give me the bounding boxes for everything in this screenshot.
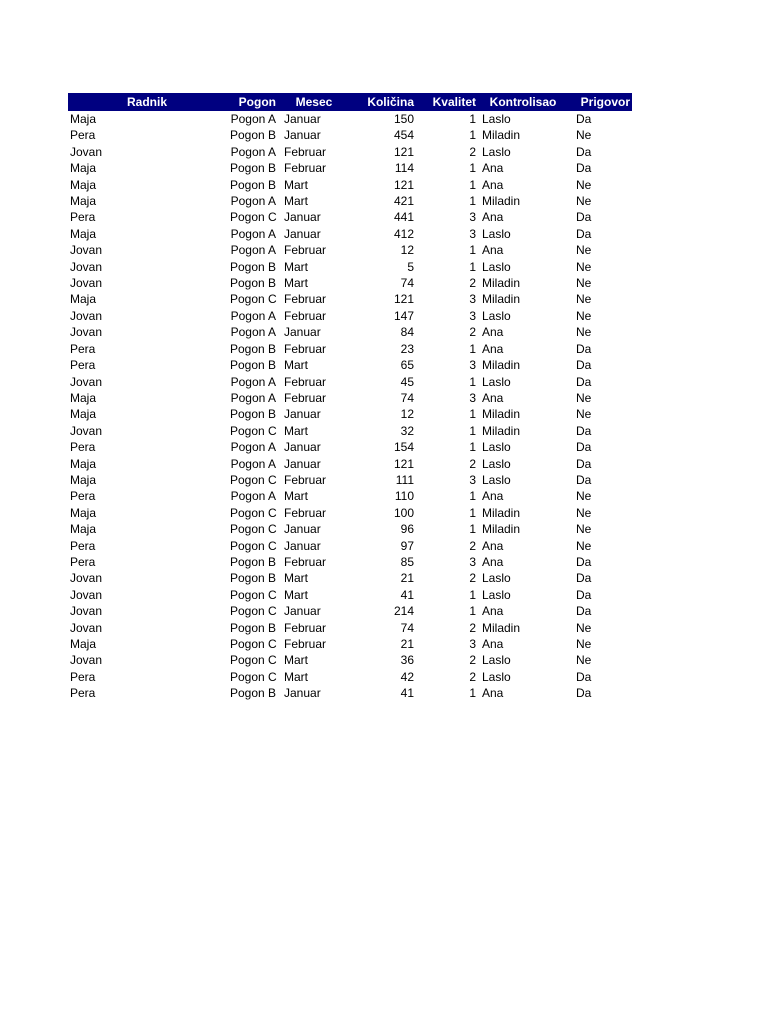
cell-prigovor: Da [576,341,592,356]
cell-kolicina: 23 [400,341,414,356]
cell-kvalitet: 1 [469,112,476,126]
cell-kvalitet: 3 [469,210,476,225]
header-radnik: Radnik [68,93,228,111]
cell-pogon: Pogon A [230,325,276,340]
table-row [68,636,632,652]
cell-mesec: Februar [284,341,327,356]
table-row [68,505,632,521]
cell-kvalitet: 1 [469,505,476,520]
cell-kvalitet: 1 [469,259,476,274]
table-row [68,374,632,390]
cell-mesec: Februar [284,637,327,651]
cell-kontrolisao: Miladin [482,423,521,438]
cell-kontrolisao: Laslo [482,440,511,455]
table-row [68,390,632,406]
cell-pogon: Pogon A [230,243,276,258]
cell-pogon: Pogon C [230,522,277,537]
cell-kontrolisao: Ana [482,161,504,176]
cell-radnik: Pera [70,341,96,356]
cell-prigovor: Da [576,210,592,225]
cell-mesec: Januar [284,128,321,143]
cell-mesec: Mart [284,177,308,192]
cell-kvalitet: 1 [469,341,476,356]
cell-kolicina: 74 [400,390,414,405]
header-kolicina: Količina [350,93,416,111]
cell-mesec: Januar [284,440,321,455]
cell-mesec: Februar [284,308,327,323]
cell-radnik: Pera [70,210,96,225]
cell-kolicina: 454 [393,128,414,143]
cell-pogon: Pogon C [230,669,277,684]
cell-mesec: Januar [284,686,321,701]
cell-kontrolisao: Miladin [482,505,521,520]
table-row [68,456,632,472]
cell-radnik: Jovan [70,587,103,602]
cell-radnik: Jovan [70,144,103,159]
cell-pogon: Pogon A [230,489,276,504]
cell-kontrolisao: Laslo [482,259,511,274]
table-row [68,209,632,225]
cell-mesec: Februar [284,554,327,569]
cell-mesec: Mart [284,194,308,209]
cell-mesec: Januar [284,522,321,537]
cell-prigovor: Da [576,554,592,569]
table-row [68,357,632,373]
cell-kontrolisao: Ana [482,341,504,356]
cell-pogon: Pogon A [230,308,276,323]
cell-prigovor: Ne [576,177,592,192]
cell-prigovor: Da [576,423,592,438]
cell-radnik: Maja [70,194,97,209]
cell-radnik: Maja [70,226,97,241]
cell-mesec: Mart [284,423,308,438]
cell-mesec: Februar [284,620,327,635]
cell-kvalitet: 1 [469,440,476,455]
table-row [68,308,632,324]
cell-pogon: Pogon B [230,571,277,586]
cell-prigovor: Ne [576,653,592,668]
cell-pogon: Pogon B [230,358,277,373]
cell-kolicina: 36 [400,653,414,668]
cell-kolicina: 32 [400,423,414,438]
cell-kvalitet: 1 [469,161,476,176]
cell-kontrolisao: Laslo [482,226,511,241]
cell-radnik: Jovan [70,423,103,438]
cell-kolicina: 121 [393,144,414,159]
cell-kontrolisao: Miladin [482,358,521,373]
cell-radnik: Pera [70,128,96,143]
cell-kvalitet: 2 [469,276,476,291]
cell-kolicina: 121 [393,177,414,192]
cell-kvalitet: 3 [469,226,476,241]
cell-kolicina: 100 [393,505,414,520]
cell-kontrolisao: Laslo [482,669,511,684]
cell-mesec: Februar [284,161,327,176]
cell-kontrolisao: Miladin [482,522,521,537]
cell-radnik: Jovan [70,325,103,340]
cell-kolicina: 96 [400,522,414,537]
cell-radnik: Pera [70,440,96,455]
cell-kvalitet: 2 [469,456,476,471]
table-row [68,538,632,554]
cell-pogon: Pogon B [230,276,277,291]
header-kvalitet: Kvalitet [416,93,478,111]
cell-pogon: Pogon A [230,226,276,241]
cell-radnik: Jovan [70,243,103,258]
table-row [68,324,632,340]
cell-kvalitet: 1 [469,686,476,701]
cell-radnik: Maja [70,505,97,520]
cell-mesec: Januar [284,538,321,553]
cell-pogon: Pogon A [230,144,276,159]
cell-kvalitet: 1 [469,177,476,192]
cell-kolicina: 121 [393,456,414,471]
cell-pogon: Pogon B [230,128,277,143]
cell-mesec: Februar [284,243,327,258]
cell-kvalitet: 1 [469,243,476,258]
cell-kontrolisao: Ana [482,604,504,619]
cell-kolicina: 45 [400,374,414,389]
table-row [68,423,632,439]
cell-kvalitet: 2 [469,144,476,159]
cell-kolicina: 121 [393,292,414,307]
cell-kvalitet: 3 [469,390,476,405]
cell-kvalitet: 3 [469,292,476,307]
cell-mesec: Mart [284,653,308,668]
cell-pogon: Pogon A [230,194,276,209]
cell-pogon: Pogon A [230,440,276,455]
cell-kontrolisao: Ana [482,210,504,225]
cell-prigovor: Da [576,144,592,159]
cell-kvalitet: 2 [469,620,476,635]
cell-pogon: Pogon C [230,292,277,307]
cell-kvalitet: 1 [469,194,476,209]
cell-prigovor: Ne [576,325,592,340]
cell-pogon: Pogon C [230,538,277,553]
header-kontrolisao: Kontrolisao [478,93,568,111]
cell-prigovor: Ne [576,259,592,274]
cell-kolicina: 84 [400,325,414,340]
cell-kontrolisao: Laslo [482,571,511,586]
cell-kvalitet: 1 [469,374,476,389]
table-row [68,226,632,242]
cell-mesec: Januar [284,226,321,241]
cell-kolicina: 74 [400,276,414,291]
cell-prigovor: Da [576,587,592,602]
header-pogon: Pogon [228,93,278,111]
cell-kontrolisao: Ana [482,637,504,651]
cell-prigovor: Da [576,112,592,126]
cell-kontrolisao: Miladin [482,194,521,209]
cell-kolicina: 5 [407,259,414,274]
cell-mesec: Mart [284,358,308,373]
cell-kolicina: 150 [393,112,414,126]
table-row [68,111,632,127]
cell-kontrolisao: Ana [482,686,504,701]
table-row [68,144,632,160]
cell-kolicina: 74 [400,620,414,635]
cell-prigovor: Da [576,161,592,176]
cell-pogon: Pogon A [230,374,276,389]
cell-prigovor: Ne [576,407,592,422]
cell-kvalitet: 3 [469,308,476,323]
data-table [68,93,632,702]
cell-prigovor: Ne [576,538,592,553]
cell-kolicina: 21 [400,571,414,586]
cell-prigovor: Da [576,226,592,241]
cell-pogon: Pogon C [230,587,277,602]
cell-kontrolisao: Ana [482,554,504,569]
cell-pogon: Pogon A [230,456,276,471]
cell-mesec: Mart [284,669,308,684]
cell-mesec: Januar [284,112,321,126]
table-row [68,587,632,603]
header-mesec: Mesec [278,93,350,111]
cell-mesec: Februar [284,505,327,520]
cell-prigovor: Da [576,440,592,455]
cell-radnik: Jovan [70,276,103,291]
cell-kontrolisao: Ana [482,325,504,340]
cell-kontrolisao: Laslo [482,587,511,602]
cell-pogon: Pogon B [230,177,277,192]
cell-pogon: Pogon C [230,505,277,520]
cell-kolicina: 21 [400,637,414,651]
cell-kolicina: 65 [400,358,414,373]
table-row [68,521,632,537]
cell-radnik: Maja [70,112,97,126]
cell-kvalitet: 2 [469,669,476,684]
cell-kontrolisao: Laslo [482,308,511,323]
cell-pogon: Pogon B [230,686,277,701]
cell-prigovor: Da [576,456,592,471]
cell-radnik: Jovan [70,571,103,586]
cell-pogon: Pogon B [230,161,277,176]
cell-radnik: Jovan [70,604,103,619]
cell-kolicina: 41 [400,686,414,701]
cell-pogon: Pogon C [230,604,277,619]
cell-kvalitet: 1 [469,407,476,422]
table-row [68,259,632,275]
cell-kolicina: 214 [393,604,414,619]
cell-prigovor: Da [576,358,592,373]
table-row [68,554,632,570]
cell-prigovor: Ne [576,390,592,405]
cell-radnik: Jovan [70,653,103,668]
cell-radnik: Pera [70,358,96,373]
cell-kontrolisao: Ana [482,489,504,504]
cell-kolicina: 42 [400,669,414,684]
cell-radnik: Jovan [70,620,103,635]
cell-mesec: Januar [284,407,321,422]
cell-kontrolisao: Ana [482,390,504,405]
cell-prigovor: Da [576,669,592,684]
cell-kolicina: 12 [400,243,414,258]
cell-kolicina: 110 [394,489,414,504]
cell-kvalitet: 1 [469,128,476,143]
cell-kontrolisao: Miladin [482,620,521,635]
cell-kontrolisao: Laslo [482,456,511,471]
table-row [68,341,632,357]
cell-kvalitet: 2 [469,538,476,553]
cell-kvalitet: 2 [469,571,476,586]
table-row [68,193,632,209]
cell-kolicina: 412 [393,226,414,241]
cell-radnik: Pera [70,554,96,569]
cell-prigovor: Ne [576,308,592,323]
cell-radnik: Pera [70,686,96,701]
cell-prigovor: Da [576,374,592,389]
cell-kolicina: 12 [400,407,414,422]
cell-kontrolisao: Ana [482,177,504,192]
cell-prigovor: Ne [576,243,592,258]
cell-prigovor: Da [576,571,592,586]
cell-mesec: Januar [284,604,321,619]
cell-prigovor: Ne [576,522,592,537]
cell-kontrolisao: Miladin [482,276,521,291]
cell-radnik: Maja [70,292,97,307]
cell-kontrolisao: Miladin [482,128,521,143]
cell-kvalitet: 2 [469,325,476,340]
cell-mesec: Mart [284,587,308,602]
cell-radnik: Maja [70,161,97,176]
cell-mesec: Mart [284,571,308,586]
cell-kontrolisao: Ana [482,243,504,258]
cell-radnik: Pera [70,669,96,684]
cell-kontrolisao: Laslo [482,472,511,487]
table-row [68,160,632,176]
table-body [68,111,632,702]
cell-pogon: Pogon B [230,259,277,274]
cell-pogon: Pogon B [230,341,277,356]
cell-prigovor: Ne [576,637,592,651]
table-row [68,439,632,455]
cell-kolicina: 154 [393,440,414,455]
cell-radnik: Pera [70,538,96,553]
header-prigovor: Prigovor [568,93,632,111]
cell-kvalitet: 1 [469,489,476,504]
cell-kolicina: 114 [394,161,414,176]
cell-kvalitet: 1 [469,423,476,438]
cell-pogon: Pogon B [230,620,277,635]
table-row [68,291,632,307]
cell-kolicina: 147 [393,308,414,323]
cell-kontrolisao: Miladin [482,407,521,422]
cell-prigovor: Ne [576,489,592,504]
cell-pogon: Pogon C [230,423,277,438]
cell-mesec: Januar [284,210,321,225]
cell-kontrolisao: Laslo [482,653,511,668]
cell-pogon: Pogon A [230,112,276,126]
cell-prigovor: Ne [576,128,592,143]
cell-radnik: Maja [70,456,97,471]
table-row [68,488,632,504]
spreadsheet [68,93,632,702]
table-row [68,652,632,668]
cell-radnik: Jovan [70,259,103,274]
table-row [68,242,632,258]
cell-mesec: Mart [284,489,308,504]
cell-mesec: Mart [284,259,308,274]
cell-radnik: Maja [70,522,97,537]
cell-kvalitet: 3 [469,637,476,651]
cell-prigovor: Da [576,604,592,619]
cell-kontrolisao: Ana [482,538,504,553]
cell-kontrolisao: Laslo [482,112,511,126]
cell-kontrolisao: Laslo [482,144,511,159]
cell-kvalitet: 1 [469,587,476,602]
table-row [68,669,632,685]
cell-mesec: Februar [284,390,327,405]
cell-kvalitet: 3 [469,554,476,569]
cell-radnik: Pera [70,489,96,504]
cell-kontrolisao: Laslo [482,374,511,389]
cell-prigovor: Da [576,686,592,701]
cell-kolicina: 111 [395,472,414,487]
cell-radnik: Maja [70,637,97,651]
table-row [68,406,632,422]
cell-kolicina: 421 [393,194,414,209]
table-row [68,685,632,701]
table-row [68,603,632,619]
cell-prigovor: Ne [576,505,592,520]
cell-kolicina: 97 [400,538,414,553]
cell-pogon: Pogon B [230,554,277,569]
table-row [68,127,632,143]
cell-mesec: Januar [284,456,321,471]
cell-pogon: Pogon C [230,653,277,668]
cell-kolicina: 41 [400,587,414,602]
cell-kolicina: 441 [393,210,414,225]
cell-mesec: Februar [284,472,327,487]
cell-radnik: Maja [70,472,97,487]
cell-pogon: Pogon A [230,390,276,405]
cell-mesec: Januar [284,325,321,340]
cell-radnik: Maja [70,390,97,405]
cell-mesec: Februar [284,292,327,307]
cell-pogon: Pogon C [230,472,277,487]
cell-mesec: Mart [284,276,308,291]
cell-kvalitet: 1 [469,604,476,619]
table-row [68,275,632,291]
cell-mesec: Februar [284,144,327,159]
table-row [68,177,632,193]
cell-prigovor: Ne [576,276,592,291]
cell-kontrolisao: Miladin [482,292,521,307]
cell-radnik: Maja [70,407,97,422]
cell-prigovor: Ne [576,292,592,307]
cell-pogon: Pogon B [230,407,277,422]
cell-radnik: Jovan [70,374,103,389]
table-row [68,570,632,586]
cell-radnik: Jovan [70,308,103,323]
cell-prigovor: Da [576,472,592,487]
cell-prigovor: Ne [576,194,592,209]
cell-kolicina: 85 [400,554,414,569]
table-row [68,620,632,636]
table-row [68,472,632,488]
cell-pogon: Pogon C [230,210,277,225]
cell-kvalitet: 2 [469,653,476,668]
cell-kvalitet: 3 [469,472,476,487]
cell-mesec: Februar [284,374,327,389]
cell-prigovor: Ne [576,620,592,635]
header-row [68,93,632,111]
cell-kvalitet: 3 [469,358,476,373]
cell-kvalitet: 1 [469,522,476,537]
cell-radnik: Maja [70,177,97,192]
cell-pogon: Pogon C [230,637,277,651]
